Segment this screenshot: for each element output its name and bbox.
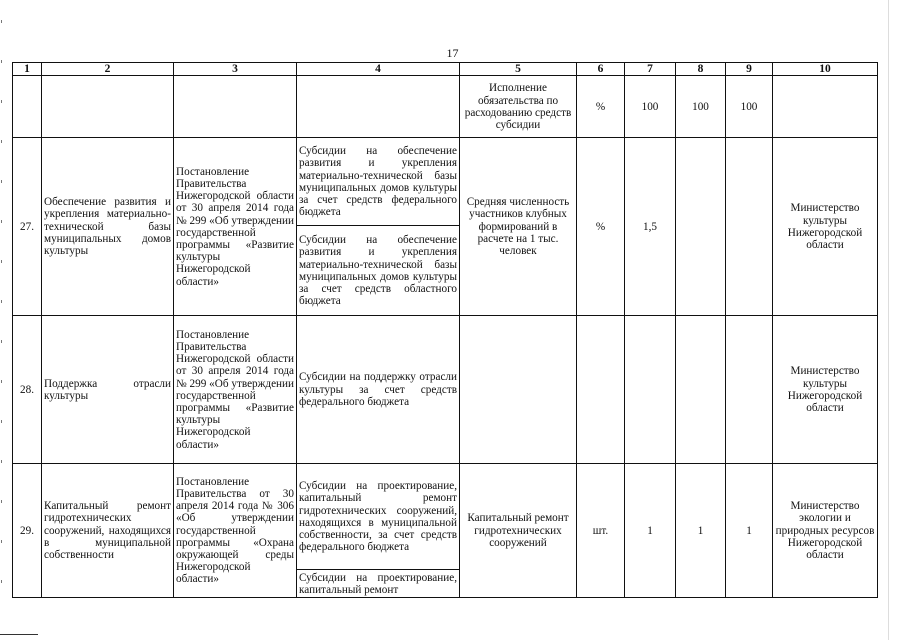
- unit: шт.: [577, 464, 625, 598]
- table-row: [13, 316, 878, 464]
- value-col8: 100: [676, 76, 726, 138]
- result-indicator: Средняя численность участников клубных формирований в расчете на 1 тыс. человек: [460, 138, 577, 316]
- column-header: 8: [676, 63, 726, 76]
- row-number: 28.: [13, 316, 42, 464]
- program-table: [12, 62, 878, 598]
- legal-document: Постановление Правительства от 30 апреля 2014 года № 306 «Об утверждении государственной программы «Охрана окружающей среды Нижегородской области»: [174, 464, 297, 598]
- row-number: 29.: [13, 464, 42, 598]
- column-header: 5: [460, 63, 577, 76]
- funding-source: Субсидии на поддержку отрасли культуры за счет средств федерального бюджета: [297, 316, 460, 464]
- legal-document: [174, 76, 297, 138]
- value-col9: [726, 138, 773, 316]
- funding-source: Субсидии на обеспечение развития и укрепления материально-технической базы муниципальных домов культуры за счет средств областного бюджета: [297, 226, 460, 316]
- measure-name: [42, 76, 174, 138]
- row-number: [13, 76, 42, 138]
- funding-source: Субсидии на проектирование, капитальный ремонт гидротехнических сооружений, находящихся в муниципальной собственности, за счет средств федерального бюджета: [297, 464, 460, 570]
- scan-edge-line: [888, 0, 889, 640]
- responsible-body: Министерство культуры Нижегородской области: [773, 138, 878, 316]
- value-col7: 100: [625, 76, 676, 138]
- result-indicator: [460, 316, 577, 464]
- value-col8: 1: [676, 464, 726, 598]
- responsible-body: [773, 76, 878, 138]
- column-number-row: [13, 63, 878, 76]
- legal-document: Постановление Правительства Нижегородской области от 30 апреля 2014 года № 299 «Об утверждении государственной программы «Развитие культуры Нижегородской области»: [174, 138, 297, 316]
- measure-name: Обеспечение развития и укрепления материально-технической базы муниципальных домов культуры: [42, 138, 174, 316]
- value-col8: [676, 138, 726, 316]
- value-col9: 100: [726, 76, 773, 138]
- unit: [577, 316, 625, 464]
- value-col7: 1: [625, 464, 676, 598]
- funding-source: [297, 76, 460, 138]
- unit: %: [577, 76, 625, 138]
- column-header: 7: [625, 63, 676, 76]
- column-header: 1: [13, 63, 42, 76]
- measure-name: Капитальный ремонт гидротехнических сооружений, находящихся в муниципальной собственности: [42, 464, 174, 598]
- column-header: 9: [726, 63, 773, 76]
- responsible-body: Министерство культуры Нижегородской области: [773, 316, 878, 464]
- column-header: 3: [174, 63, 297, 76]
- column-header: 4: [297, 63, 460, 76]
- table-row: [13, 76, 878, 138]
- scan-bottom-mark: [0, 634, 38, 635]
- value-col8: [676, 316, 726, 464]
- page-number: 17: [446, 46, 459, 60]
- legal-document: Постановление Правительства Нижегородской области от 30 апреля 2014 года № 299 «Об утверждении государственной программы «Развитие культуры Нижегородской области»: [174, 316, 297, 464]
- row-number: 27.: [13, 138, 42, 316]
- binding-margin-marks: [0, 0, 4, 640]
- column-header: 10: [773, 63, 878, 76]
- column-header: 2: [42, 63, 174, 76]
- funding-source: Субсидии на проектирование, капитальный ремонт: [297, 570, 460, 598]
- responsible-body: Министерство экологии и природных ресурсов Нижегородской области: [773, 464, 878, 598]
- unit: %: [577, 138, 625, 316]
- table-row: [13, 138, 878, 226]
- value-col7: [625, 316, 676, 464]
- result-indicator: Капитальный ремонт гидротехнических сооружений: [460, 464, 577, 598]
- funding-source: Субсидии на обеспечение развития и укрепления материально-технической базы муниципальных домов культуры за счет средств федерального бюджета: [297, 138, 460, 226]
- value-col9: [726, 316, 773, 464]
- column-header: 6: [577, 63, 625, 76]
- result-indicator: Исполнение обязательства по расходованию средств субсидии: [460, 76, 577, 138]
- measure-name: Поддержка отрасли культуры: [42, 316, 174, 464]
- value-col7: 1,5: [625, 138, 676, 316]
- value-col9: 1: [726, 464, 773, 598]
- table-row: [13, 464, 878, 570]
